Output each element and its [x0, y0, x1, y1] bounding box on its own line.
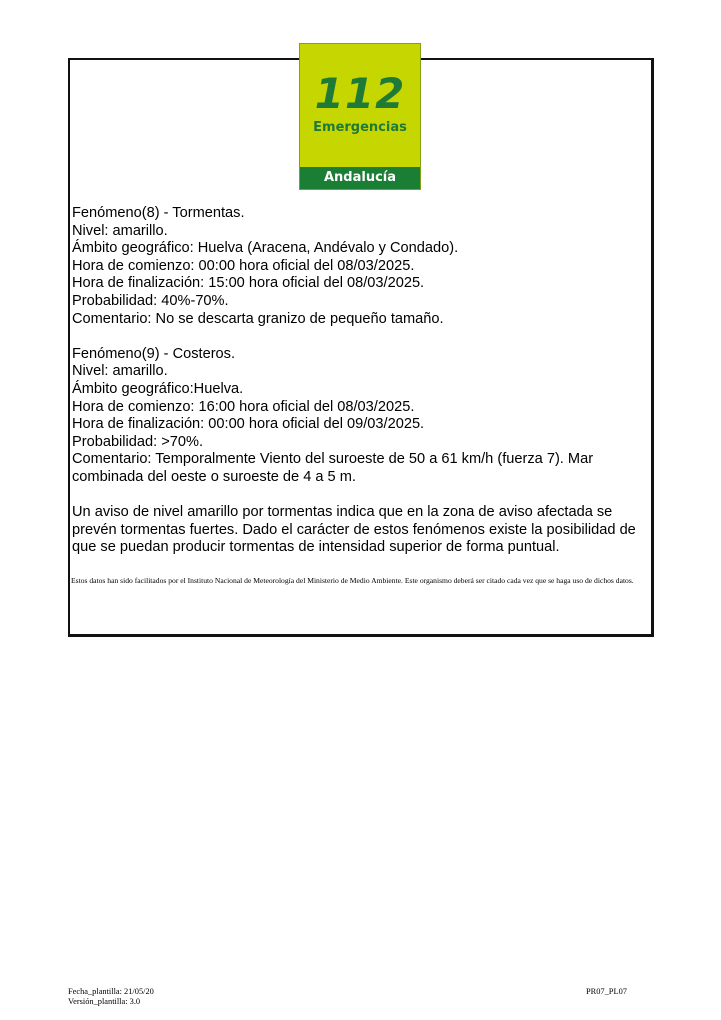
warning-start: Hora de comienzo: 16:00 hora oficial del 08/03/2025.: [72, 398, 415, 415]
warning-phenomenon: Fenómeno(8) - Tormentas.: [72, 205, 245, 221]
warning-level: Nivel: amarillo.: [72, 363, 168, 380]
warnings-content: [72, 205, 642, 557]
logo-subtitle: Emergencias: [313, 120, 407, 135]
logo-112-emergencias-andalucia: [299, 43, 421, 190]
explanation-paragraph: Un aviso de nivel amarillo por tormentas indica que en la zona de aviso afectada se prevén tormentas fuertes. Dado el carácter de estos fenómenos existe la posibilidad de que se puedan producir tormentas de intensidad superior de forma puntual.: [72, 504, 636, 556]
footer-template-version: Versión_plantilla: 3.0: [68, 996, 141, 1006]
warning-area: Ámbito geográfico:Huelva.: [72, 380, 244, 397]
warning-level: Nivel: amarillo.: [72, 222, 168, 239]
footer-template-date: Fecha_plantilla: 21/05/20: [68, 987, 154, 996]
warning-probability: Probabilidad: >70%.: [72, 433, 204, 450]
warning-area: Ámbito geográfico: Huelva (Aracena, Andévalo y Condado).: [72, 240, 459, 257]
warning-end: Hora de finalización: 15:00 hora oficial del 08/03/2025.: [72, 275, 425, 292]
warning-block-9: [72, 346, 642, 487]
warning-block-8: [72, 205, 642, 328]
warning-end: Hora de finalización: 00:00 hora oficial del 09/03/2025.: [72, 416, 425, 433]
warning-comment: Comentario: No se descarta granizo de pequeño tamaño.: [72, 310, 444, 327]
warning-comment: Comentario: Temporalmente Viento del suroeste de 50 a 61 km/h (fuerza 7). Mar combinada del oeste o suroeste de 4 a 5 m.: [72, 451, 594, 485]
source-note: Estos datos han sido facilitados por el Instituto Nacional de Meteorología del Ministerio de Medio Ambiente. Este organismo deberá ser citado cada vez que se haga uso de dichos datos.: [71, 576, 634, 585]
warning-probability: Probabilidad: 40%-70%.: [72, 292, 229, 309]
footer-template-info: [68, 987, 154, 1006]
logo-region: Andalucía: [300, 167, 420, 189]
footer-code: PR07_PL07: [586, 987, 627, 996]
logo-number: 112: [314, 69, 406, 118]
warning-start: Hora de comienzo: 00:00 hora oficial del 08/03/2025.: [72, 257, 415, 274]
warning-phenomenon: Fenómeno(9) - Costeros.: [72, 345, 236, 362]
